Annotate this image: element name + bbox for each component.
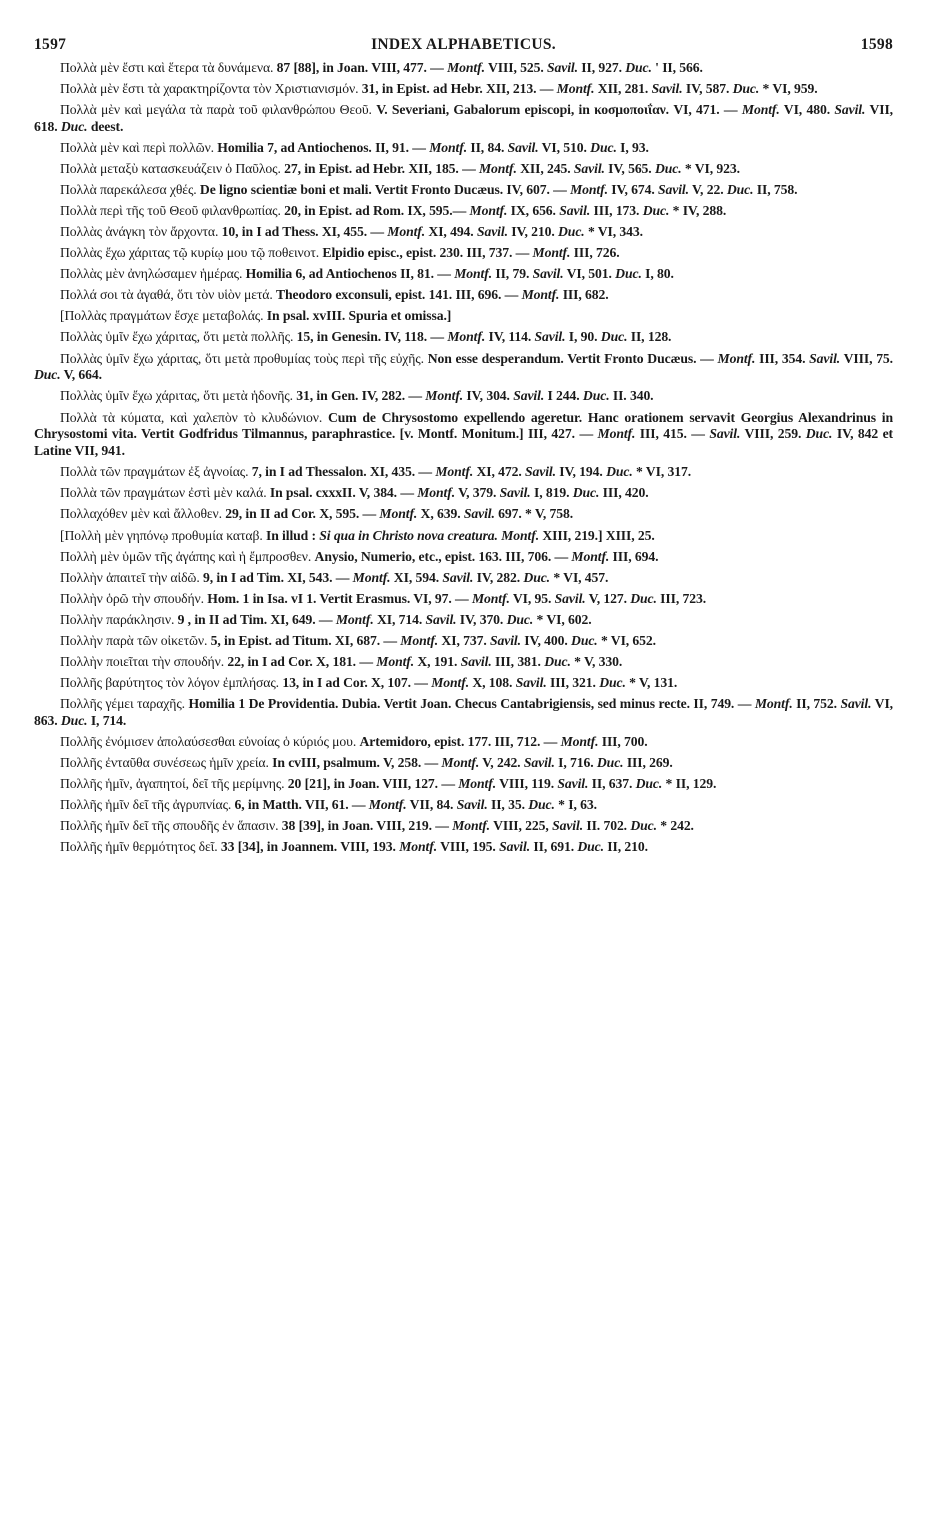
entry-reference: IV, 114. [485, 329, 535, 345]
edition-abbrev: Savil. [546, 60, 578, 75]
entry-reference: 9 , in II ad Tim. XI, 649. — [174, 611, 336, 627]
edition-abbrev: Montf. [447, 329, 486, 345]
entry-incipit: Πολλὴν ἀπαιτεῖ τὴν αἰδῶ. [60, 569, 200, 585]
entry-reference: * VI, 343. [584, 224, 643, 240]
entry-incipit: Πολλὰ τῶν πραγμάτων ἐστὶ μὲν καλά. [60, 485, 267, 501]
entry-reference: II. 340. [609, 388, 654, 404]
entry-incipit: Πολλὰς ὑμῖν ἔχω χάριτας, ὅτι μετὰ ἡδονῆς. [60, 388, 293, 404]
entry-incipit: Πολλὰς ὑμῖν ἔχω χάριτας, ὅτι μετὰ πολλῆς. [60, 329, 294, 345]
entry-reference: II, 927. [577, 60, 626, 75]
entry-incipit: Πολλὴν ποιεῖται τὴν σπουδήν. [60, 653, 225, 669]
entry-reference: * VI, 652. [597, 632, 656, 648]
edition-abbrev: Savil. [651, 81, 683, 97]
edition-abbrev: Duc. [615, 266, 642, 282]
entry-reference: Hom. 1 in Isa. vI 1. Vertit Erasmus. VI, 97. — [203, 590, 472, 606]
entry-reference: In illud : [262, 527, 320, 543]
index-entry [34, 161, 893, 178]
index-entry [34, 696, 893, 730]
edition-abbrev: Duc. [642, 203, 670, 219]
edition-abbrev: Montf. [597, 426, 636, 442]
entry-incipit: Πολλὰς ὑμῖν ἔχω χάριτας, ὅτι μετὰ προθυμίας τοὺς περὶ τῆς εὐχῆς. [60, 350, 424, 366]
edition-abbrev: Duc. [726, 182, 754, 198]
edition-abbrev: Montf. [754, 695, 793, 711]
entry-reference: In cvIII, psalmum. V, 258. — [268, 754, 442, 770]
entry-reference: * II, 129. [662, 775, 717, 791]
entry-reference: 697. * V, 758. [494, 506, 574, 522]
edition-abbrev: Duc. [506, 611, 534, 627]
entry-reference: 10, in I ad Thess. XI, 455. — [218, 224, 388, 240]
index-entry [34, 612, 893, 629]
entry-reference: IV, 210. [507, 224, 559, 240]
entry-reference: VI, 501. [563, 266, 616, 282]
entry-reference: 6, in Matth. VII, 61. — [231, 796, 369, 812]
entry-reference: VII, 618. [34, 102, 894, 134]
entry-reference: III, 381. [491, 653, 545, 669]
edition-abbrev: Duc. [523, 569, 551, 585]
entry-incipit: Πολλὰς ἀνάγκη τὸν ἄρχοντα. [60, 224, 219, 240]
entry-reference: Artemidoro, epist. 177. III, 712. — [356, 733, 561, 749]
entry-reference: * VI, 959. [759, 81, 818, 97]
entry-reference: deest. [87, 119, 124, 134]
entry-reference: I, 93. [616, 140, 649, 156]
index-entry [34, 591, 893, 608]
index-entry [34, 140, 893, 157]
entry-incipit: Πολλῆς ἡμῖν δεῖ τῆς σπουδῆς ἐν ἅπασιν. [60, 818, 279, 834]
edition-abbrev: Duc. [599, 674, 626, 690]
edition-abbrev: Savil. [460, 653, 492, 669]
entry-reference: XI, 714. [373, 611, 426, 627]
edition-abbrev: Montf. [429, 140, 468, 156]
entry-reference: III, 420. [599, 485, 649, 501]
index-entry [34, 797, 893, 814]
entry-reference: IV, 587. [682, 81, 733, 97]
edition-abbrev: Duc. [572, 485, 600, 501]
entry-incipit: Πολλῆς ἡμῖν θερμότητος δεῖ. [60, 839, 218, 855]
index-entry [34, 287, 893, 304]
entry-reference: V, 242. [479, 754, 524, 770]
entry-reference: I, 80. [641, 266, 674, 282]
entry-reference: I, 819. [530, 485, 573, 501]
entry-incipit: Πολλὴν παρὰ τῶν οἰκετῶν. [60, 632, 208, 648]
edition-abbrev: Montf. [458, 775, 497, 791]
index-entry [34, 633, 893, 650]
entry-reference: 13, in I ad Cor. X, 107. — [279, 674, 432, 690]
edition-abbrev: Savil. [489, 632, 521, 648]
entry-reference: V, 127. [585, 590, 631, 606]
entry-reference: Elpidio episc., epist. 230. III, 737. — [319, 245, 533, 261]
entry-reference: I, 90. [565, 329, 601, 345]
entry-incipit: Πολλὰ μὲν ἔστι τὰ χαρακτηρίζοντα τὸν Χριστιανισμόν. [60, 81, 359, 97]
entry-reference: III, 269. [623, 754, 673, 770]
edition-abbrev: Duc. [34, 367, 61, 383]
edition-abbrev: Montf. [399, 839, 438, 855]
entry-reference: X, 639. [417, 506, 464, 522]
entry-incipit: Πολλὰς ἔχω χάριτας τῷ κυρίῳ μου τῷ ποθεινοτ. [60, 245, 320, 261]
entry-reference: XI, 737. [438, 632, 490, 648]
edition-abbrev: Savil. [513, 388, 545, 404]
entry-reference: VI, 95. [509, 590, 555, 606]
entry-incipit: Πολλῆς γέμει ταραχῆς. [60, 695, 185, 711]
index-entry [34, 734, 893, 751]
edition-abbrev: Montf. [454, 266, 493, 282]
entry-incipit: Πολλὰ μεταξὺ κατασκευάζειν ὁ Παῦλος. [60, 161, 281, 177]
entry-incipit: Πολλῆς ἡμῖν, ἀγαπητοί, δεῖ τῆς μερίμνης. [60, 775, 285, 791]
entry-incipit: Πολλὰ μὲν καὶ μεγάλα τὰ παρὰ τοῦ φιλανθρώπου Θεοῦ. [60, 102, 372, 118]
entry-reference: III, 726. [570, 245, 620, 261]
entry-reference: 31, in Gen. IV, 282. — [292, 388, 426, 404]
index-entry [34, 182, 893, 199]
entry-reference: VIII, 195. [437, 839, 500, 855]
entry-reference: Homilia 7, ad Antiochenos. II, 91. — [213, 140, 430, 156]
entry-reference: VI, 510. [538, 140, 591, 156]
index-entry [34, 485, 893, 502]
edition-abbrev: Montf. [478, 161, 517, 177]
edition-abbrev: Duc. [630, 818, 657, 834]
entry-incipit: [Πολλὰς πραγμάτων ἔσχε μεταβολάς. [60, 308, 264, 324]
entry-reference: Cum de Chrysostomo expellendo ageretur. Hanc orationem servavit Georgius Alexandrinus in Chrysostomi vita. Vertit Godfridus Tilmannus, paraphrastice. [v. Montf. Monitum.] III, 427. — [34, 409, 893, 442]
entry-reference: IV, 194. [555, 464, 607, 480]
entry-reference: X, 191. [414, 653, 461, 669]
entry-incipit: Πολλῆς ἡμῖν δεῖ τῆς ἀγρυπνίας. [60, 796, 232, 812]
edition-abbrev: Savil. [507, 140, 539, 156]
entry-reference: VIII, 119. [496, 775, 558, 791]
index-entry [34, 308, 893, 325]
edition-abbrev: Savil. [840, 695, 872, 711]
edition-abbrev: Duc. [600, 329, 628, 345]
entry-reference: * V, 330. [570, 653, 623, 669]
index-entry [34, 675, 893, 692]
entry-incipit: Πολλῆς ἐνόμισεν ἀπολαύσεσθαι εὐνοίας ὁ κύριός μου. [60, 733, 357, 749]
edition-abbrev: Montf. [431, 674, 470, 690]
entry-reference: XI, 494. [425, 224, 477, 240]
edition-abbrev: Duc. [571, 632, 598, 648]
edition-abbrev: Montf. [352, 569, 391, 585]
edition-abbrev: Duc. [625, 60, 652, 75]
edition-abbrev: Savil. [463, 506, 495, 522]
entry-reference: 29, in II ad Cor. X, 595. — [221, 506, 380, 522]
edition-abbrev: Duc. [577, 839, 604, 855]
edition-abbrev: Montf. [452, 818, 490, 834]
edition-abbrev: Montf. [387, 224, 426, 240]
entry-incipit: Πολλὰ παρεκάλεσα χθές. [60, 182, 197, 198]
index-entry [34, 839, 893, 856]
edition-abbrev: Duc. [635, 775, 663, 791]
entry-reference: III, 723. [656, 590, 707, 606]
entry-reference: III, 321. [546, 674, 600, 690]
page-number-right: 1598 [860, 36, 893, 53]
entry-incipit: Πολλῆς ἐνταῦθα συνέσεως ἡμῖν χρεία. [60, 754, 269, 770]
entry-reference: III, 415. — [635, 426, 710, 442]
index-entry [34, 203, 893, 220]
entry-reference: VII, 84. [406, 796, 457, 812]
entry-reference: 15, in Genesin. IV, 118. — [293, 329, 448, 345]
entry-reference: VI, 480. [779, 102, 835, 118]
index-entry [34, 776, 893, 793]
index-entry [34, 528, 893, 545]
entry-reference: 22, in I ad Cor. X, 181. — [224, 653, 377, 669]
entry-reference: VIII, 75. [840, 350, 893, 366]
entry-reference: Homilia 1 De Providentia. Dubia. Vertit Joan. Checus Cantabrigiensis, sed minus recte. II, 749. — [184, 695, 755, 711]
entry-reference: IV, 400. [520, 632, 572, 648]
edition-abbrev: Montf. [532, 245, 571, 261]
edition-abbrev: Savil. [809, 350, 841, 366]
entry-reference: Anysio, Numerio, etc., epist. 163. III, 706. — [311, 548, 572, 564]
entry-reference: 9, in I ad Tim. XI, 543. — [199, 569, 353, 585]
edition-abbrev: Montf. [570, 182, 608, 198]
edition-abbrev: Duc. [805, 426, 833, 442]
entry-incipit: [Πολλὴ μὲν γηπόνῳ προθυμία καταβ. [60, 527, 263, 543]
edition-abbrev: Savil. [425, 611, 457, 627]
edition-abbrev: Duc. [544, 653, 571, 669]
entry-reference: IX, 656. [507, 203, 560, 219]
entry-reference: XII, 281. [594, 81, 652, 97]
entry-reference: III, 173. [590, 203, 643, 219]
entry-reference: * VI, 317. [632, 464, 692, 480]
index-entry [34, 224, 893, 241]
entry-reference: II, 35. [487, 796, 529, 812]
entry-reference: II, 128. [627, 329, 672, 345]
entry-reference: * VI, 457. [550, 569, 609, 585]
entry-incipit: Πολλαχόθεν μὲν καὶ ἄλλοθεν. [60, 506, 222, 522]
index-entry [34, 81, 893, 98]
entry-incipit: Πολλὰ τὰ κύματα, καὶ χαλεπὸν τὸ κλυδώνιον. [60, 409, 323, 425]
entry-reference: III, 700. [598, 733, 648, 749]
edition-abbrev: Savil. [525, 464, 556, 480]
entry-incipit: Πολλὰ περὶ τῆς τοῦ Θεοῦ φιλανθρωπίας. [60, 203, 281, 219]
page-number-left: 1597 [34, 36, 67, 53]
edition-abbrev: Duc. [732, 81, 760, 97]
edition-abbrev: Savil. [658, 182, 689, 198]
edition-abbrev: Savil. [557, 775, 589, 791]
entry-reference: Non esse desperandum. Vertit Fronto Ducæus. — [423, 350, 718, 366]
index-entry [34, 506, 893, 523]
index-entry [34, 329, 893, 346]
entry-reference: 38 [39], in Joan. VIII, 219. — [278, 818, 453, 834]
edition-abbrev: Montf. [376, 653, 415, 669]
edition-abbrev: Savil. [834, 102, 866, 118]
entry-reference: 27, in Epist. ad Hebr. XII, 185. — [280, 161, 479, 177]
edition-abbrev: Montf. [571, 548, 610, 564]
edition-abbrev: Savil. [515, 674, 547, 690]
entry-incipit: Πολλὰς μὲν ἀνηλώσαμεν ἡμέρας. [60, 266, 243, 282]
entry-reference: IV, 674. [607, 182, 658, 198]
entry-reference: * 242. [656, 818, 694, 834]
entry-incipit: Πολλὴν ὁρῶ τὴν σπουδήν. [60, 590, 204, 606]
entry-reference: * IV, 288. [669, 203, 727, 219]
edition-abbrev: Montf. [469, 203, 508, 219]
index-entries [34, 60, 893, 856]
edition-abbrev: Duc. [558, 224, 585, 240]
entry-reference: XII, 245. [516, 161, 574, 177]
edition-abbrev: Duc. [630, 590, 657, 606]
edition-abbrev: Duc. [582, 388, 610, 404]
entry-incipit: Πολλῆς βαρύτητος τὸν λόγον ἐμπλήσας. [60, 674, 279, 690]
entry-reference: II, 79. [492, 266, 533, 282]
edition-abbrev: Montf. [435, 464, 474, 480]
edition-abbrev: Savil. [573, 161, 605, 177]
entry-reference: VI, 863. [34, 695, 893, 728]
edition-abbrev: Savil. [499, 839, 531, 855]
edition-abbrev: Duc. [606, 464, 633, 480]
edition-abbrev: Savil. [499, 485, 531, 501]
entry-reference: 5, in Epist. ad Titum. XI, 687. — [207, 632, 401, 648]
index-entry [34, 410, 893, 461]
entry-reference: * V, 131. [625, 674, 678, 690]
entry-reference: XI, 472. [473, 464, 525, 480]
edition-abbrev: Savil. [523, 754, 555, 770]
entry-reference: II, 84. [467, 140, 508, 156]
entry-reference: V, 22. [688, 182, 727, 198]
edition-abbrev: Montf. [441, 754, 480, 770]
entry-reference: In psal. xvIII. Spuria et omissa.] [263, 308, 452, 324]
entry-reference: I, 714. [87, 712, 127, 728]
entry-incipit: Πολλὰ μὲν καὶ περὶ πολλῶν. [60, 140, 214, 156]
index-entry [34, 570, 893, 587]
edition-abbrev: Montf. [471, 590, 510, 606]
entry-reference: 20, in Epist. ad Rom. IX, 595.— [280, 203, 470, 219]
edition-abbrev: Montf. [447, 60, 485, 75]
edition-abbrev: Montf. [501, 527, 540, 543]
entry-reference: IV, 370. [456, 611, 507, 627]
running-header [34, 30, 893, 56]
index-entry [34, 245, 893, 262]
edition-abbrev: Savil. [709, 426, 741, 442]
entry-incipit: Πολλὰ τῶν πραγμάτων ἐξ ἀγνοίας. [60, 464, 249, 480]
entry-reference: III, 682. [559, 287, 609, 303]
entry-reference: IV, 842 et Latine VII, 941. [34, 426, 893, 459]
index-entry [34, 266, 893, 283]
entry-reference: 20 [21], in Joan. VIII, 127. — [284, 775, 459, 791]
entry-reference: De ligno scientiæ boni et mali. Vertit Fronto Ducæus. IV, 607. — [196, 182, 571, 198]
edition-abbrev: Duc. [596, 754, 624, 770]
entry-reference: Homilia 6, ad Antiochenos II, 81. — [242, 266, 455, 282]
entry-reference: VIII, 225, [490, 818, 553, 834]
entry-incipit: Πολλὴν παράκλησιν. [60, 611, 175, 627]
entry-reference: VIII, 525. [484, 60, 547, 75]
entry-reference: X, 108. [469, 674, 516, 690]
edition-abbrev: Savil. [442, 569, 474, 585]
edition-abbrev: Duc. [528, 796, 555, 812]
index-entry [34, 60, 893, 77]
entry-incipit: Πολλὰ μὲν ἔστι καὶ ἕτερα τὰ δυνάμενα. [60, 60, 274, 75]
edition-abbrev: Duc. [654, 161, 682, 177]
entry-reference: 31, in Epist. ad Hebr. XII, 213. — [358, 81, 557, 97]
edition-abbrev: Montf. [556, 81, 595, 97]
entry-reference: ' II, 566. [651, 60, 703, 75]
entry-reference: I, 716. [554, 754, 597, 770]
entry-reference: V, 379. [455, 485, 500, 501]
index-entry [34, 464, 893, 481]
entry-reference: IV, 282. [473, 569, 524, 585]
edition-abbrev: Savil. [559, 203, 591, 219]
entry-reference: 7, in I ad Thessalon. XI, 435. — [248, 464, 436, 480]
entry-reference: II. 702. [583, 818, 631, 834]
edition-abbrev: Duc. [60, 712, 88, 728]
edition-abbrev: Savil. [456, 796, 488, 812]
edition-abbrev: Montf. [521, 287, 560, 303]
edition-abbrev: Savil. [476, 224, 508, 240]
edition-abbrev: Montf. [717, 350, 756, 366]
entry-reference: * VI, 923. [681, 161, 740, 177]
edition-abbrev: Duc. [60, 119, 88, 134]
entry-reference: II, 758. [753, 182, 798, 198]
page-title: INDEX ALPHABETICUS. [371, 36, 556, 53]
entry-reference: IV, 304. [463, 388, 514, 404]
edition-abbrev: Savil. [552, 818, 584, 834]
index-entry [34, 755, 893, 772]
entry-reference: IV, 565. [604, 161, 655, 177]
entry-reference: V. Severiani, Gabalorum episcopi, in κοσμοποιΐαν. VI, 471. — [371, 102, 742, 118]
index-entry [34, 654, 893, 671]
entry-reference: I 244. [544, 388, 583, 404]
edition-abbrev: Savil. [554, 590, 586, 606]
entry-reference: VIII, 259. [740, 426, 806, 442]
entry-incipit: Πολλὴ μὲν ὑμῶν τῆς ἀγάπης καὶ ἡ ἔμπροσθεν. [60, 548, 312, 564]
entry-reference: 33 [34], in Joannem. VIII, 193. [217, 839, 400, 855]
entry-reference: 87 [88], in Joan. VIII, 477. — [273, 60, 448, 75]
entry-reference: XIII, 219.] XIII, 25. [539, 527, 655, 543]
edition-abbrev: Montf. [379, 506, 418, 522]
edition-abbrev: Montf. [425, 388, 464, 404]
entry-reference: XI, 594. [390, 569, 443, 585]
edition-abbrev: Savil. [534, 329, 566, 345]
entry-incipit: Πολλά σοι τὰ ἀγαθά, ὅτι τὸν υἱὸν μετά. [60, 287, 273, 303]
edition-abbrev: Savil. [532, 266, 564, 282]
entry-reference: V, 664. [60, 367, 102, 383]
edition-abbrev: Montf. [368, 796, 407, 812]
entry-reference: * VI, 602. [533, 611, 592, 627]
edition-abbrev: Duc. [590, 140, 617, 156]
entry-reference: II, 691. [530, 839, 578, 855]
entry-reference: * I, 63. [554, 796, 597, 812]
edition-abbrev: Montf. [335, 611, 374, 627]
edition-abbrev: Montf. [417, 485, 456, 501]
index-entry [34, 818, 893, 835]
entry-reference: II, 637. [588, 775, 636, 791]
entry-reference: II, 210. [603, 839, 648, 855]
entry-reference: II, 752. [792, 695, 841, 711]
entry-reference: Theodoro exconsuli, epist. 141. III, 696. — [272, 287, 522, 303]
index-entry [34, 102, 893, 136]
edition-abbrev: Montf. [400, 632, 439, 648]
edition-abbrev: Montf. [560, 733, 599, 749]
edition-abbrev: Montf. [741, 102, 780, 118]
edition-abbrev: Si qua in Christo nova creatura. [319, 527, 498, 543]
entry-reference: In psal. cxxxII. V, 384. — [266, 485, 418, 501]
entry-reference: III, 694. [609, 548, 659, 564]
index-entry [34, 549, 893, 566]
index-entry [34, 351, 893, 385]
entry-reference: III, 354. [755, 350, 810, 366]
index-entry [34, 388, 893, 405]
